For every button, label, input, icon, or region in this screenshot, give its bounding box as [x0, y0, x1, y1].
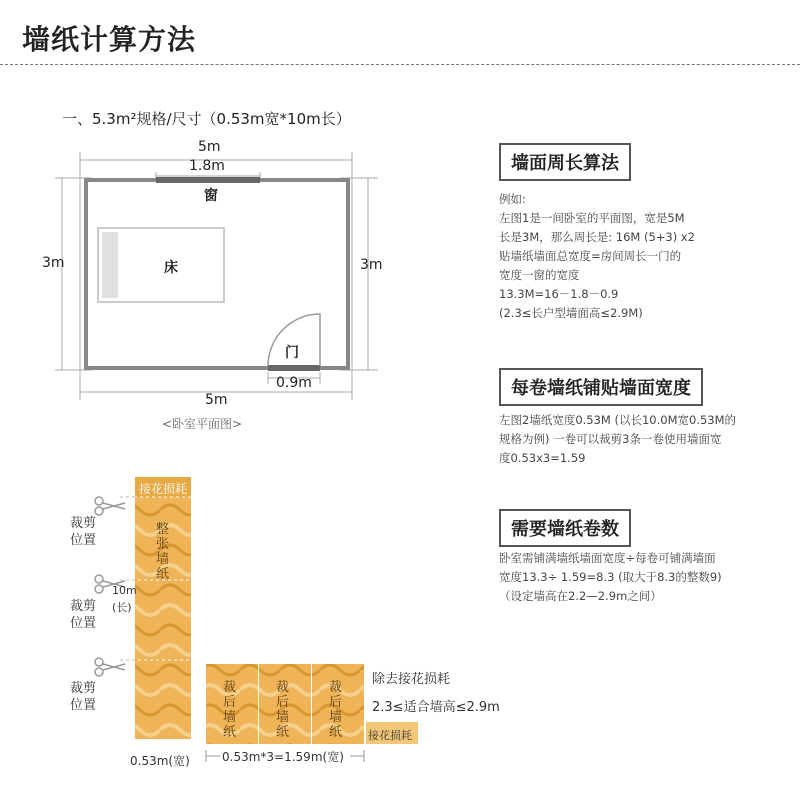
- width-label: 0.53m(宽): [130, 754, 190, 768]
- dim-width-bottom: 5m: [205, 392, 228, 408]
- text-line: 左图2墙纸宽度0.53M (以长10.0M宽0.53M的: [499, 413, 737, 427]
- bottom-loss-label: 接花损耗: [368, 729, 412, 742]
- heading-roll-width: 每卷墙纸铺贴墙面宽度: [499, 368, 703, 406]
- text-line: 规格为例) 一卷可以裁剪3条一卷使用墙面宽: [499, 432, 722, 446]
- scissors-icon: [95, 658, 125, 676]
- perimeter-text: [499, 190, 695, 323]
- bed-pillow: [102, 232, 118, 298]
- total-width-label: 0.53m*3=1.59m(宽): [222, 750, 344, 764]
- text-line: 宽度一窗的宽度: [499, 268, 580, 282]
- roll-width-text: [499, 411, 736, 468]
- length-label: 10m (长): [112, 584, 137, 614]
- wall-height-range-label: 2.3≤适合墙高≤2.9m: [372, 700, 500, 715]
- roll-count-text: [499, 549, 722, 606]
- heading-roll-count: 需要墙纸卷数: [499, 509, 631, 547]
- text-line: 贴墙纸墙面总宽度=房间周长一门的: [499, 249, 682, 263]
- door-mark: [268, 365, 320, 371]
- dim-window-width: 1.8m: [189, 158, 225, 174]
- remove-loss-label: 除去接花损耗: [372, 672, 451, 687]
- text-line: 宽度13.3÷ 1.59=8.3 (取大于8.3的整数9): [499, 570, 722, 584]
- page-title: 墙纸计算方法: [22, 23, 197, 56]
- whole-sheet-label: 整 张 墙 纸: [156, 522, 170, 582]
- text-line: 左图1是一间卧室的平面图，宽是5M: [499, 211, 685, 225]
- text-line: 卧室需铺满墙纸墙面宽度÷每卷可铺满墙面: [499, 551, 716, 565]
- cut-strip-label: 裁 后 墙 纸: [329, 680, 343, 740]
- cut-strip-label: 裁 后 墙 纸: [276, 680, 290, 740]
- door-label: 门: [285, 345, 299, 361]
- bed-label: 床: [164, 260, 178, 276]
- text-line: （设定墙高在2.2—2.9m之间）: [499, 589, 662, 603]
- text-line: 长是3M，那么周长是: 16M (5+3) x2: [499, 230, 695, 244]
- dim-width-top: 5m: [198, 139, 221, 155]
- scissors-icon: [95, 497, 125, 515]
- text-line: (2.3≤长户型墙面高≤2.9M): [499, 306, 643, 320]
- wallpaper-diagram: [68, 477, 418, 762]
- window-label: 窗: [204, 188, 218, 204]
- cut-position-label: 裁剪 位置: [70, 599, 97, 631]
- heading-perimeter: 墙面周长算法: [499, 143, 631, 181]
- dim-door-width: 0.9m: [276, 375, 312, 391]
- whole-wallpaper-roll: [135, 477, 191, 739]
- dim-height-right: 3m: [360, 257, 383, 273]
- section-title: 一、5.3m²规格/尺寸（0.53m宽*10m长）: [62, 110, 351, 128]
- top-loss-label: 接花损耗: [139, 482, 188, 496]
- window-mark: [156, 177, 260, 183]
- text-line: 例如:: [499, 192, 526, 206]
- text-line: 度0.53x3=1.59: [499, 451, 586, 465]
- cut-position-label: 裁剪 位置: [70, 681, 97, 713]
- cut-strip-label: 裁 后 墙 纸: [223, 680, 237, 740]
- floor-plan-caption: <卧室平面图>: [162, 417, 243, 431]
- text-line: 13.3M=16－1.8－0.9: [499, 287, 619, 301]
- dim-height-left: 3m: [42, 255, 65, 271]
- cut-position-label: 裁剪 位置: [70, 516, 97, 548]
